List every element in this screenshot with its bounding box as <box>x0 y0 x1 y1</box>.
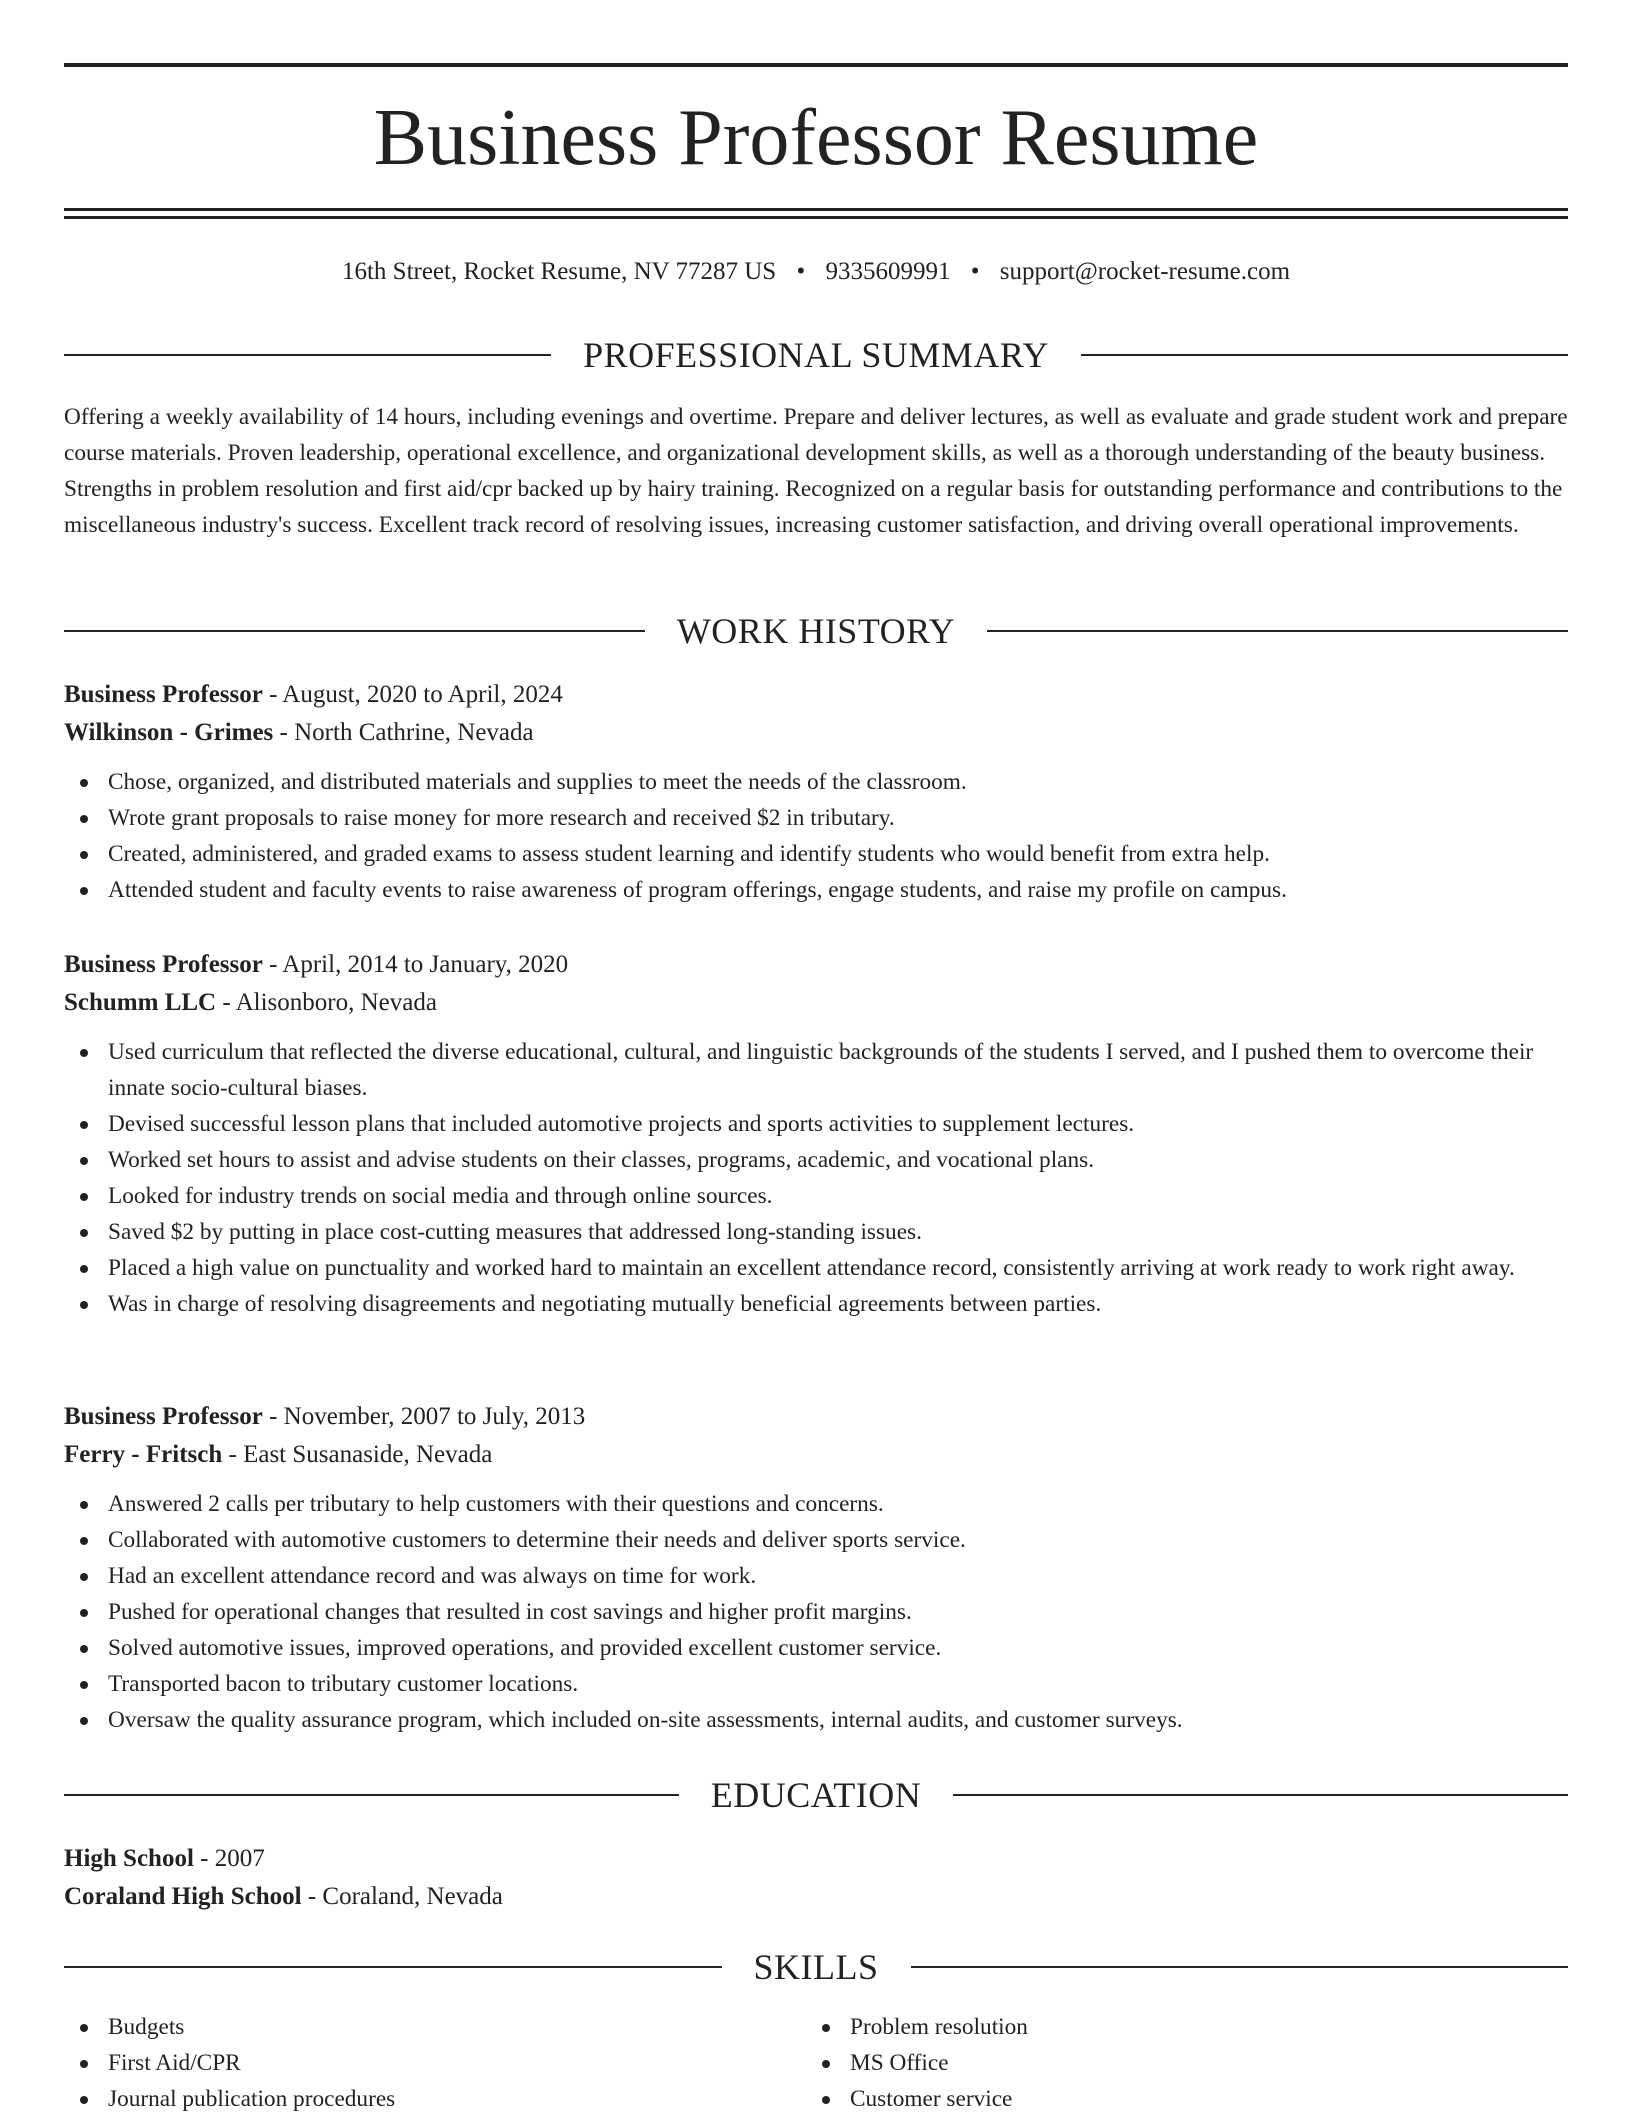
job-entry-1 <box>64 676 1568 908</box>
job-bullet <box>64 1558 1568 1594</box>
job-bullet <box>64 1214 1568 1250</box>
job-bullet-text: Collaborated with automotive customers to determine their needs and deliver sports service. <box>108 1527 966 1553</box>
section-rule-left <box>64 354 551 356</box>
bullet-icon <box>822 2060 830 2068</box>
job-title: Business Professor <box>64 951 263 978</box>
section-rule-left <box>64 630 645 632</box>
skill-item <box>64 2045 806 2081</box>
contact-address: 16th Street, Rocket Resume, NV 77287 US <box>341 258 777 285</box>
skill-text: Journal publication procedures <box>108 2086 396 2112</box>
section-rule-right <box>953 1794 1568 1796</box>
bullet-icon <box>80 1681 88 1689</box>
job-bullet <box>64 1486 1568 1522</box>
skill-item <box>64 2009 806 2045</box>
job-title: Business Professor <box>64 681 263 708</box>
job-bullet-text: Looked for industry trends on social media and through online sources. <box>108 1183 773 1209</box>
job-entry-3 <box>64 1398 1568 1738</box>
bullet-icon <box>80 815 88 823</box>
job-location: - Alisonboro, Nevada <box>216 989 437 1016</box>
bullet-icon <box>80 779 88 787</box>
job-bullet-text: Answered 2 calls per tributary to help customers with their questions and concerns. <box>108 1491 884 1517</box>
job-title-line <box>64 946 1568 984</box>
bullet-icon <box>80 1265 88 1273</box>
job-bullet <box>64 1106 1568 1142</box>
job-bullet-text: Devised successful lesson plans that included automotive projects and sports activities to supplement lectures. <box>108 1111 1135 1137</box>
job-company-line <box>64 714 1568 752</box>
job-entry-2 <box>64 946 1568 1322</box>
contact-email: support@rocket-resume.com <box>999 258 1291 285</box>
job-bullet <box>64 1630 1568 1666</box>
section-rule-right <box>911 1966 1569 1968</box>
page-title: Business Professor Resume <box>373 94 1259 182</box>
job-bullet-text: Chose, organized, and distributed materials and supplies to meet the needs of the classroom. <box>108 769 967 795</box>
skill-text: Problem resolution <box>850 2014 1028 2040</box>
job-bullet-text: Solved automotive issues, improved operations, and provided excellent customer service. <box>108 1635 942 1661</box>
job-dates: - November, 2007 to July, 2013 <box>262 1403 586 1430</box>
job-bullets <box>64 1034 1568 1322</box>
job-bullet <box>64 1286 1568 1322</box>
job-bullet-text: Worked set hours to assist and advise students on their classes, programs, academic, and vocational plans. <box>108 1147 1095 1173</box>
title-rule-upper <box>64 208 1568 211</box>
skill-text: MS Office <box>850 2050 949 2076</box>
contact-separator: • <box>970 258 980 285</box>
top-rule <box>64 63 1568 67</box>
job-bullet-text: Oversaw the quality assurance program, which included on-site assessments, internal audits, and customer surveys. <box>108 1707 1183 1733</box>
job-bullets <box>64 764 1568 908</box>
title-rule-lower <box>64 216 1568 219</box>
section-title-skills: SKILLS <box>753 1947 879 1987</box>
job-bullet-text: Attended student and faculty events to raise awareness of program offerings, engage students, and raise my profile on campus. <box>108 877 1287 903</box>
section-rule-right <box>987 630 1568 632</box>
section-title-summary: PROFESSIONAL SUMMARY <box>583 335 1049 375</box>
job-dates: - August, 2020 to April, 2024 <box>262 681 563 708</box>
skills-list <box>64 2009 1568 2117</box>
job-bullet <box>64 836 1568 872</box>
job-bullet-text: Transported bacon to tributary customer locations. <box>108 1671 579 1697</box>
bullet-icon <box>80 2060 88 2068</box>
bullet-icon <box>80 1049 88 1057</box>
section-rule-left <box>64 1794 679 1796</box>
job-bullet <box>64 1666 1568 1702</box>
job-company-line <box>64 984 1568 1022</box>
job-title: Business Professor <box>64 1403 263 1430</box>
section-rule-right <box>1081 354 1568 356</box>
job-bullet <box>64 1142 1568 1178</box>
job-bullets <box>64 1486 1568 1738</box>
contact-info <box>64 254 1568 290</box>
job-bullet <box>64 800 1568 836</box>
skill-item <box>806 2009 1548 2045</box>
job-bullet-text: Had an excellent attendance record and was always on time for work. <box>108 1563 757 1589</box>
job-bullet <box>64 1178 1568 1214</box>
job-company: Schumm LLC <box>64 989 217 1016</box>
job-bullet-text: Pushed for operational changes that resulted in cost savings and higher profit margins. <box>108 1599 912 1625</box>
job-bullet-text: Was in charge of resolving disagreements and negotiating mutually beneficial agreements between parties. <box>108 1291 1102 1317</box>
bullet-icon <box>80 1501 88 1509</box>
skills-column-right <box>806 2009 1548 2117</box>
bullet-icon <box>80 1573 88 1581</box>
skill-text: Budgets <box>108 2014 185 2040</box>
bullet-icon <box>822 2096 830 2104</box>
job-bullet-text: Wrote grant proposals to raise money for more research and received $2 in tributary. <box>108 805 895 831</box>
section-header-education <box>64 1775 1568 1815</box>
bullet-icon <box>80 1157 88 1165</box>
bullet-icon <box>80 1229 88 1237</box>
section-title-education: EDUCATION <box>710 1775 922 1815</box>
bullet-icon <box>822 2024 830 2032</box>
job-bullet <box>64 1594 1568 1630</box>
job-bullet-text: Created, administered, and graded exams to assess student learning and identify students who would benefit from extra help. <box>108 841 1270 867</box>
bullet-icon <box>80 2096 88 2104</box>
job-bullet-text: Placed a high value on punctuality and worked hard to maintain an excellent attendance record, consistently arriving at work ready to work right away. <box>108 1255 1515 1281</box>
job-location: - North Cathrine, Nevada <box>273 719 534 746</box>
bullet-icon <box>80 851 88 859</box>
job-title-line <box>64 676 1568 714</box>
job-company: Wilkinson - Grimes <box>64 719 274 746</box>
bullet-icon <box>80 887 88 895</box>
job-bullet-text: Saved $2 by putting in place cost-cutting measures that addressed long-standing issues. <box>108 1219 922 1245</box>
job-title-line <box>64 1398 1568 1436</box>
job-bullet <box>64 1034 1568 1106</box>
education-entry <box>64 1840 1568 1916</box>
job-bullet <box>64 764 1568 800</box>
education-school: Coraland High School <box>64 1883 302 1910</box>
summary-text: Offering a weekly availability of 14 hours, including evenings and overtime. Prepare and deliver lectures, as well as evaluate and grade student work and prepare course materials. Proven leadership, operational excellence, and organizational development skills, as well as a thorough understanding of the beauty business. Strengths in problem resolution and first aid/cpr backed up by hairy training. Recognized on a regular basis for outstanding performance and contributions to the miscellaneous industry's success. Excellent track record of resolving issues, increasing customer satisfaction, and driving overall operational improvements. <box>64 404 1568 538</box>
education-degree: High School <box>64 1845 194 1872</box>
skill-text: Customer service <box>850 2086 1013 2112</box>
job-company: Ferry - Fritsch <box>64 1441 223 1468</box>
job-bullet <box>64 1250 1568 1286</box>
education-school-line <box>64 1878 1568 1916</box>
job-bullet-text: Used curriculum that reflected the diverse educational, cultural, and linguistic backgrounds of the students I served, and I pushed them to overcome their innate socio-cultural biases. <box>108 1039 1534 1101</box>
job-bullet <box>64 872 1568 908</box>
section-rule-left <box>64 1966 722 1968</box>
bullet-icon <box>80 1121 88 1129</box>
skill-text: First Aid/CPR <box>108 2050 241 2076</box>
skill-item <box>806 2045 1548 2081</box>
section-header-skills <box>64 1947 1568 1987</box>
section-title-work: WORK HISTORY <box>676 611 956 651</box>
contact-separator: • <box>796 258 806 285</box>
job-bullet <box>64 1522 1568 1558</box>
contact-phone: 9335609991 <box>825 258 951 285</box>
bullet-icon <box>80 2024 88 2032</box>
education-degree-line <box>64 1840 1568 1878</box>
section-header-summary <box>64 335 1568 375</box>
education-location: - Coraland, Nevada <box>301 1883 503 1910</box>
bullet-icon <box>80 1645 88 1653</box>
bullet-icon <box>80 1609 88 1617</box>
job-location: - East Susanaside, Nevada <box>222 1441 493 1468</box>
job-dates: - April, 2014 to January, 2020 <box>262 951 569 978</box>
section-header-work <box>64 611 1568 651</box>
job-company-line <box>64 1436 1568 1474</box>
bullet-icon <box>80 1717 88 1725</box>
bullet-icon <box>80 1193 88 1201</box>
bullet-icon <box>80 1537 88 1545</box>
skills-column-left <box>64 2009 806 2117</box>
bullet-icon <box>80 1301 88 1309</box>
education-year: - 2007 <box>193 1845 265 1872</box>
job-bullet <box>64 1702 1568 1738</box>
